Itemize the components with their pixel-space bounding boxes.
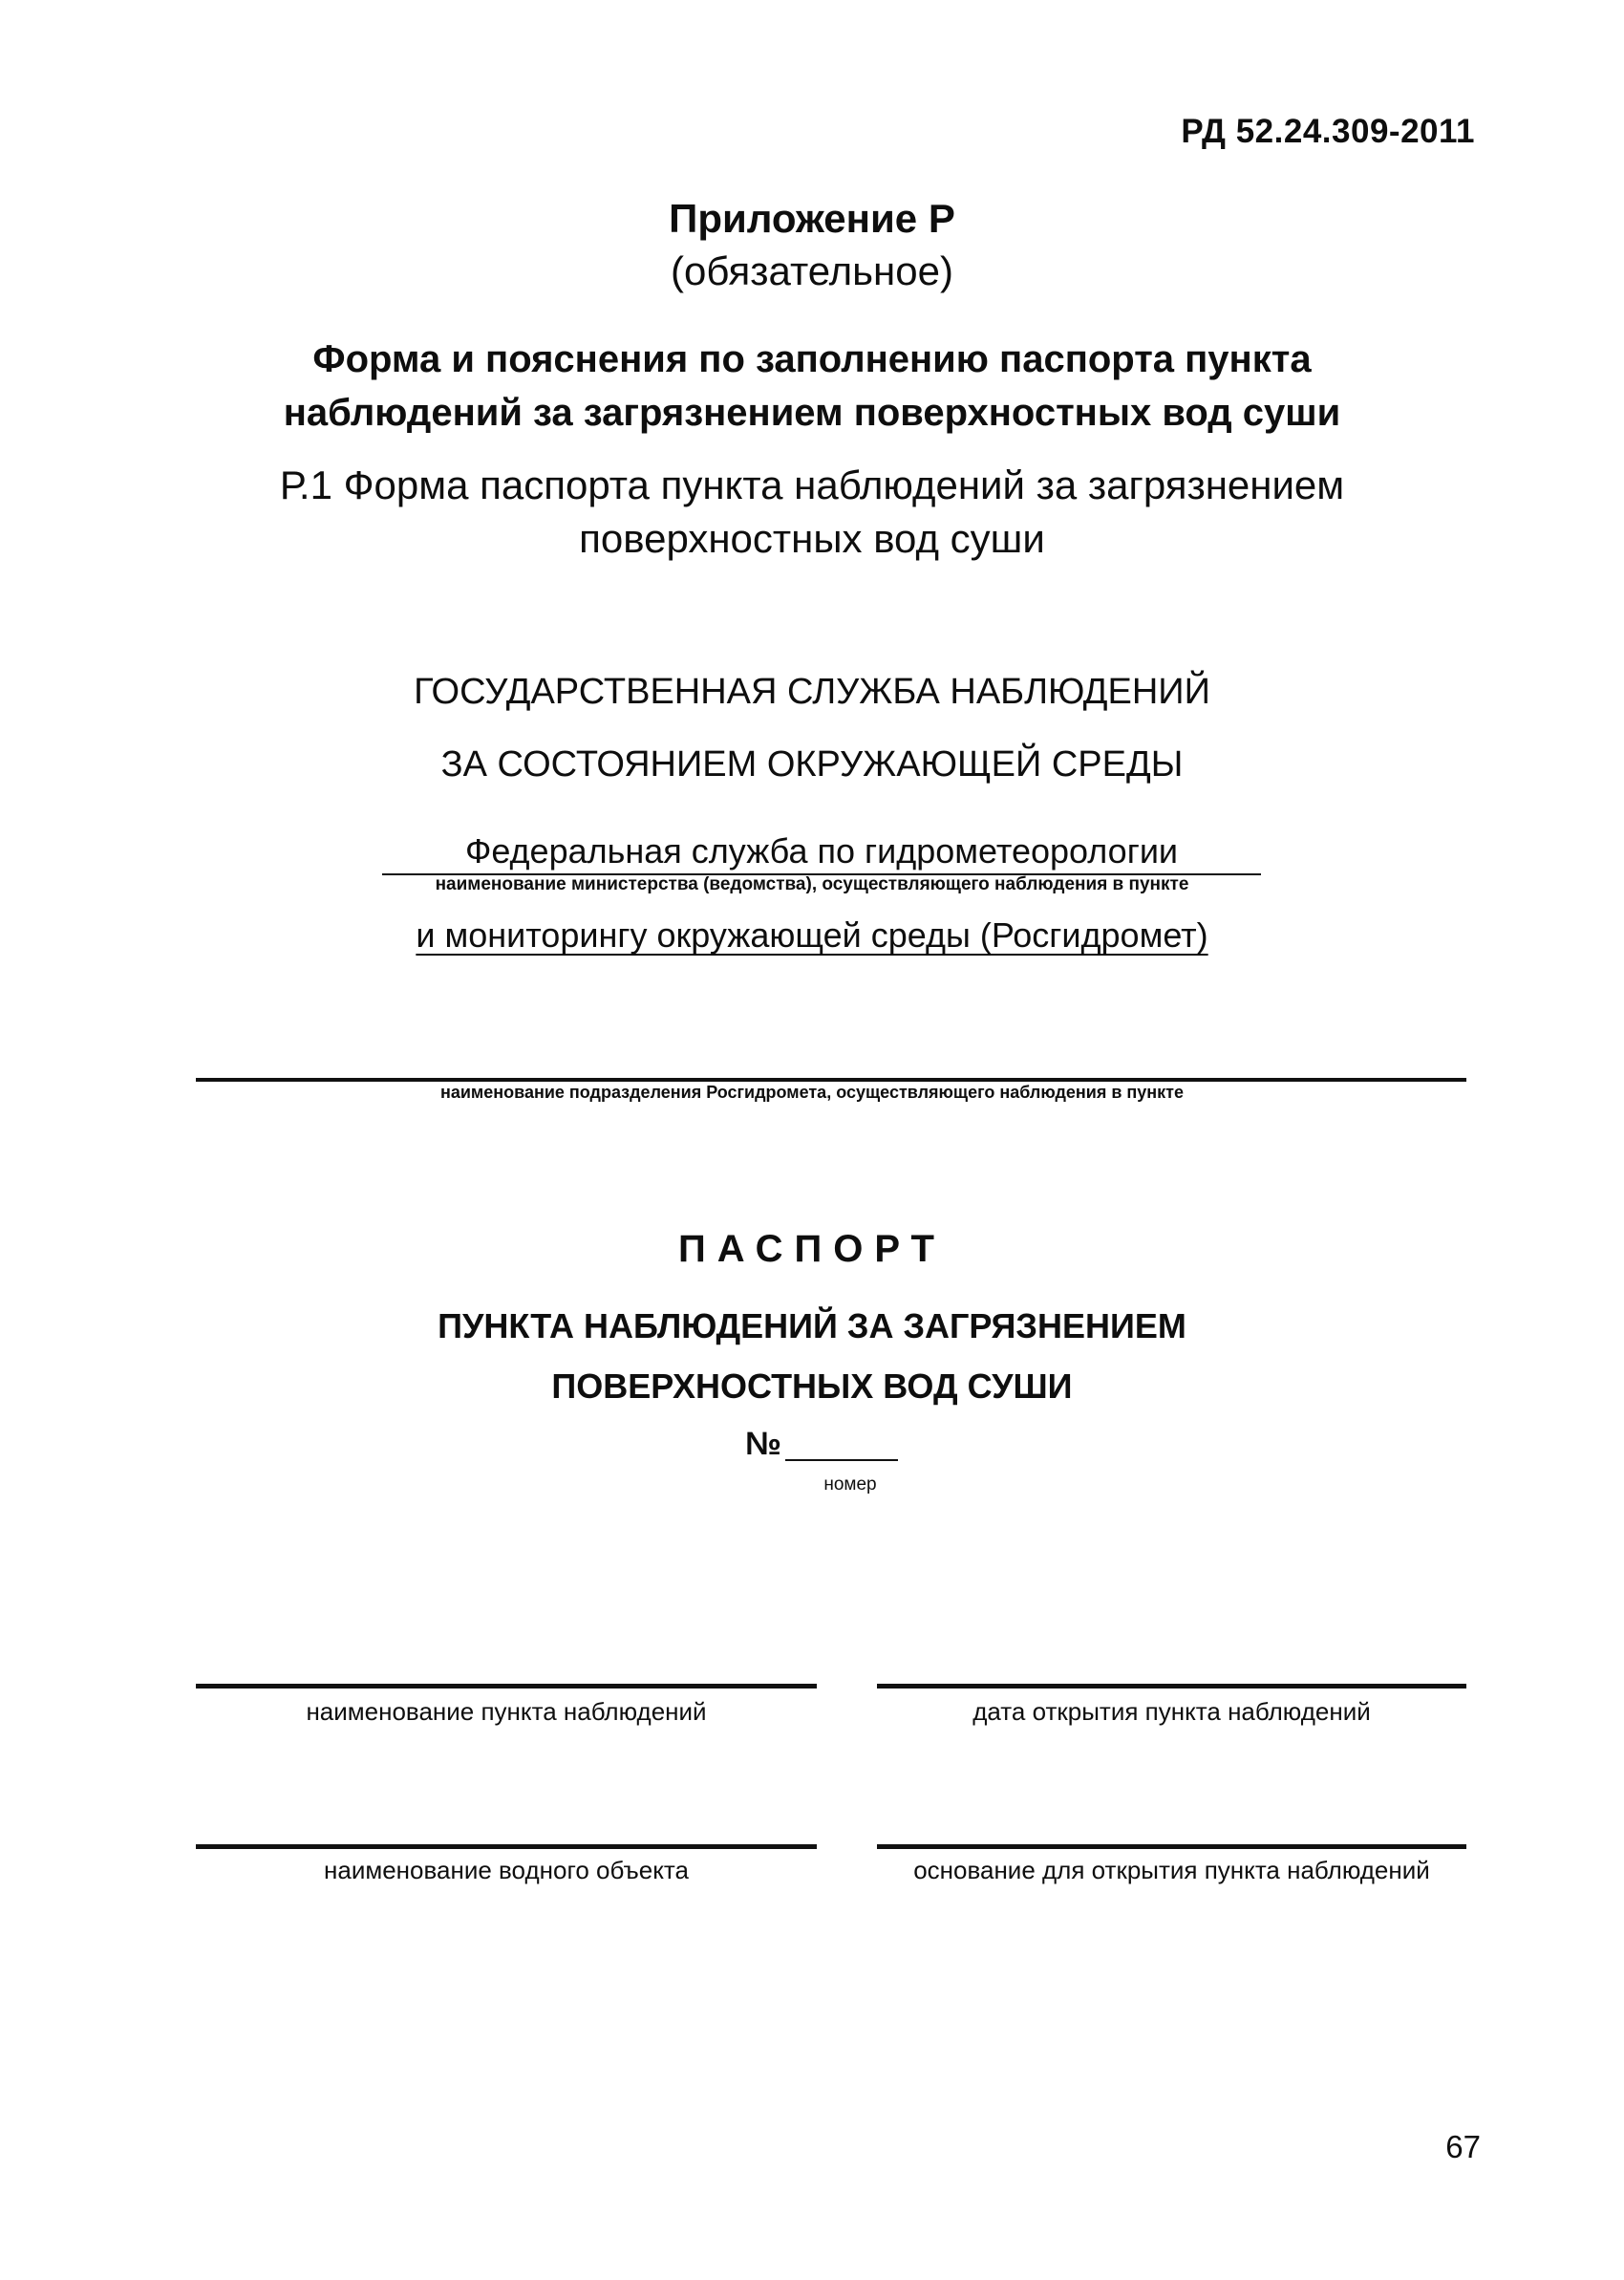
number-sign: № bbox=[745, 1426, 781, 1462]
appendix-title: Приложение Р bbox=[669, 196, 955, 241]
point-name-caption: наименование пункта наблюдений bbox=[306, 1697, 707, 1726]
ministry-caption: наименование министерства (ведомства), осуществляющего наблюдения в пункте bbox=[435, 874, 1189, 894]
form-title-line-1: Форма и пояснения по заполнению паспорта пункта bbox=[312, 338, 1312, 380]
opening-basis-fill-line bbox=[877, 1844, 1466, 1849]
water-body-fill-line bbox=[196, 1844, 817, 1849]
service-name-line-2: ЗА СОСТОЯНИЕМ ОКРУЖАЮЩЕЙ СРЕДЫ bbox=[440, 744, 1184, 785]
opening-date-caption: дата открытия пункта наблюдений bbox=[972, 1697, 1371, 1726]
opening-basis-caption: основание для открытия пункта наблюдений bbox=[913, 1856, 1430, 1884]
appendix-status: (обязательное) bbox=[671, 248, 953, 293]
subdivision-caption: наименование подразделения Росгидромета, осуществляющего наблюдения в пункте bbox=[439, 1083, 1185, 1102]
section-title bbox=[0, 459, 1624, 566]
ministry-line-1-field bbox=[382, 831, 1261, 875]
ministry-line-2-field bbox=[0, 915, 1624, 956]
number-caption: номер bbox=[823, 1474, 877, 1495]
section-title-line-1: Р.1 Форма паспорта пункта наблюдений за загрязнением bbox=[279, 462, 1345, 507]
opening-date-fill-line bbox=[877, 1684, 1466, 1688]
section-title-line-2: поверхностных вод суши bbox=[579, 516, 1045, 561]
passport-number-field bbox=[745, 1426, 908, 1463]
page-number: 67 bbox=[1445, 2129, 1481, 2164]
form-title bbox=[0, 333, 1624, 440]
passport-subtitle-line-2: ПОВЕРХНОСТНЫХ ВОД СУШИ bbox=[551, 1366, 1073, 1406]
water-body-caption: наименование водного объекта bbox=[324, 1856, 689, 1884]
subdivision-fill-line bbox=[196, 1078, 1466, 1082]
document-code: РД 52.24.309-2011 bbox=[1181, 113, 1475, 150]
number-blank bbox=[785, 1442, 898, 1461]
service-name bbox=[0, 656, 1624, 801]
passport-subtitle-line-1: ПУНКТА НАБЛЮДЕНИЙ ЗА ЗАГРЯЗНЕНИЕМ bbox=[438, 1306, 1186, 1345]
ministry-line-2: и мониторингу окружающей среды (Росгидромет) bbox=[416, 915, 1208, 955]
ministry-line-1: Федеральная служба по гидрометеорологии bbox=[464, 831, 1179, 871]
point-name-fill-line bbox=[196, 1684, 817, 1688]
form-title-line-2: наблюдений за загрязнением поверхностных вод суши bbox=[283, 392, 1341, 434]
passport-heading: ПАСПОРТ bbox=[678, 1228, 946, 1270]
service-name-line-1: ГОСУДАРСТВЕННАЯ СЛУЖБА НАБЛЮДЕНИЙ bbox=[414, 672, 1210, 712]
